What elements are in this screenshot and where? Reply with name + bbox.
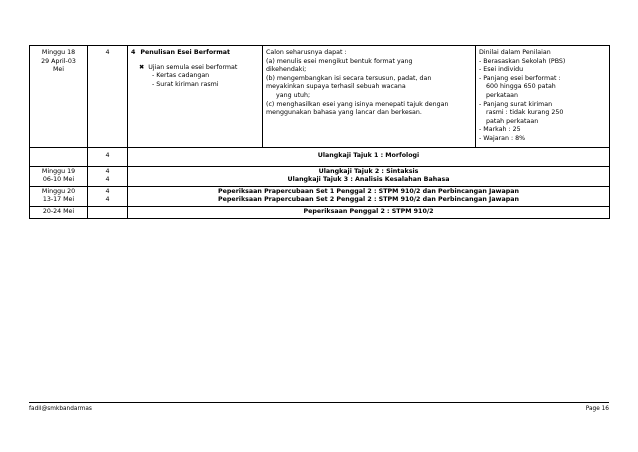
table-row (30, 166, 610, 186)
task-list (131, 64, 259, 90)
assessment-cell: Dinilai dalam Penilaian - Berasaskan Sekolah (PBS) - Esei individu - Panjang esei berformat : 600 hingga 650 patah perkataan - Panjang surat kiriman rasmi : tidak kurang 250 patah perkataan - Markah : 25 - Wajaran : 8% (476, 46, 610, 148)
topic-title: 4 Penulisan Esei Berformat (131, 49, 231, 56)
hours-cell: 4 4 (88, 186, 128, 206)
list-item: ✖ Ujian semula esei berformat (139, 63, 238, 71)
week-cell: Minggu 18 29 April-03 Mei (30, 46, 88, 148)
list-item: - Surat kiriman rasmi (152, 80, 219, 88)
learning-outcome-cell: Calon seharusnya dapat : (a) menulis esei mengikut bentuk format yang dikehendaki; (b) mengembangkan isi secara tersusun, padat, dan meyakinkan supaya terhasil sebuah wacana yang utuh; (c) menghasilkan esei yang isinya menepati tajuk dengan menggunakan bahasa yang lancar dan berkesan. (263, 46, 476, 148)
hours-cell (88, 206, 128, 218)
activity-cell: Peperiksaan Prapercubaan Set 1 Penggal 2 : STPM 910/2 dan Perbincangan Jawapan Peperiksaan Prapercubaan Set 2 Penggal 2 : STPM 910/2 dan Perbincangan Jawapan (128, 186, 610, 206)
activity-cell: Ulangkaji Tajuk 2 : Sintaksis Ulangkaji Tajuk 3 : Analisis Kesalahan Bahasa (128, 166, 610, 186)
activity-cell: Peperiksaan Penggal 2 : STPM 910/2 (128, 206, 610, 218)
hours-cell: 4 4 (88, 166, 128, 186)
week-cell: Minggu 20 13-17 Mei (30, 186, 88, 206)
week-cell: 20-24 Mei (30, 206, 88, 218)
week-cell: Minggu 19 06-10 Mei (30, 166, 88, 186)
table-row (30, 206, 610, 218)
page-footer (29, 402, 609, 412)
activity-cell: Ulangkaji Tajuk 1 : Morfologi (128, 147, 610, 166)
table-row (30, 147, 610, 166)
table-row (30, 46, 610, 148)
hours-cell: 4 (88, 46, 128, 148)
topic-cell (128, 46, 263, 148)
table-row (30, 186, 610, 206)
schedule-table (29, 45, 610, 219)
hours-cell: 4 (88, 147, 128, 166)
cross-bullet-icon: ✖ (139, 63, 145, 71)
week-cell (30, 147, 88, 166)
list-item: - Kertas cadangan (152, 72, 210, 80)
footer-author: fadil@smkbandarmas (29, 406, 92, 412)
page-number: Page 16 (585, 406, 609, 412)
